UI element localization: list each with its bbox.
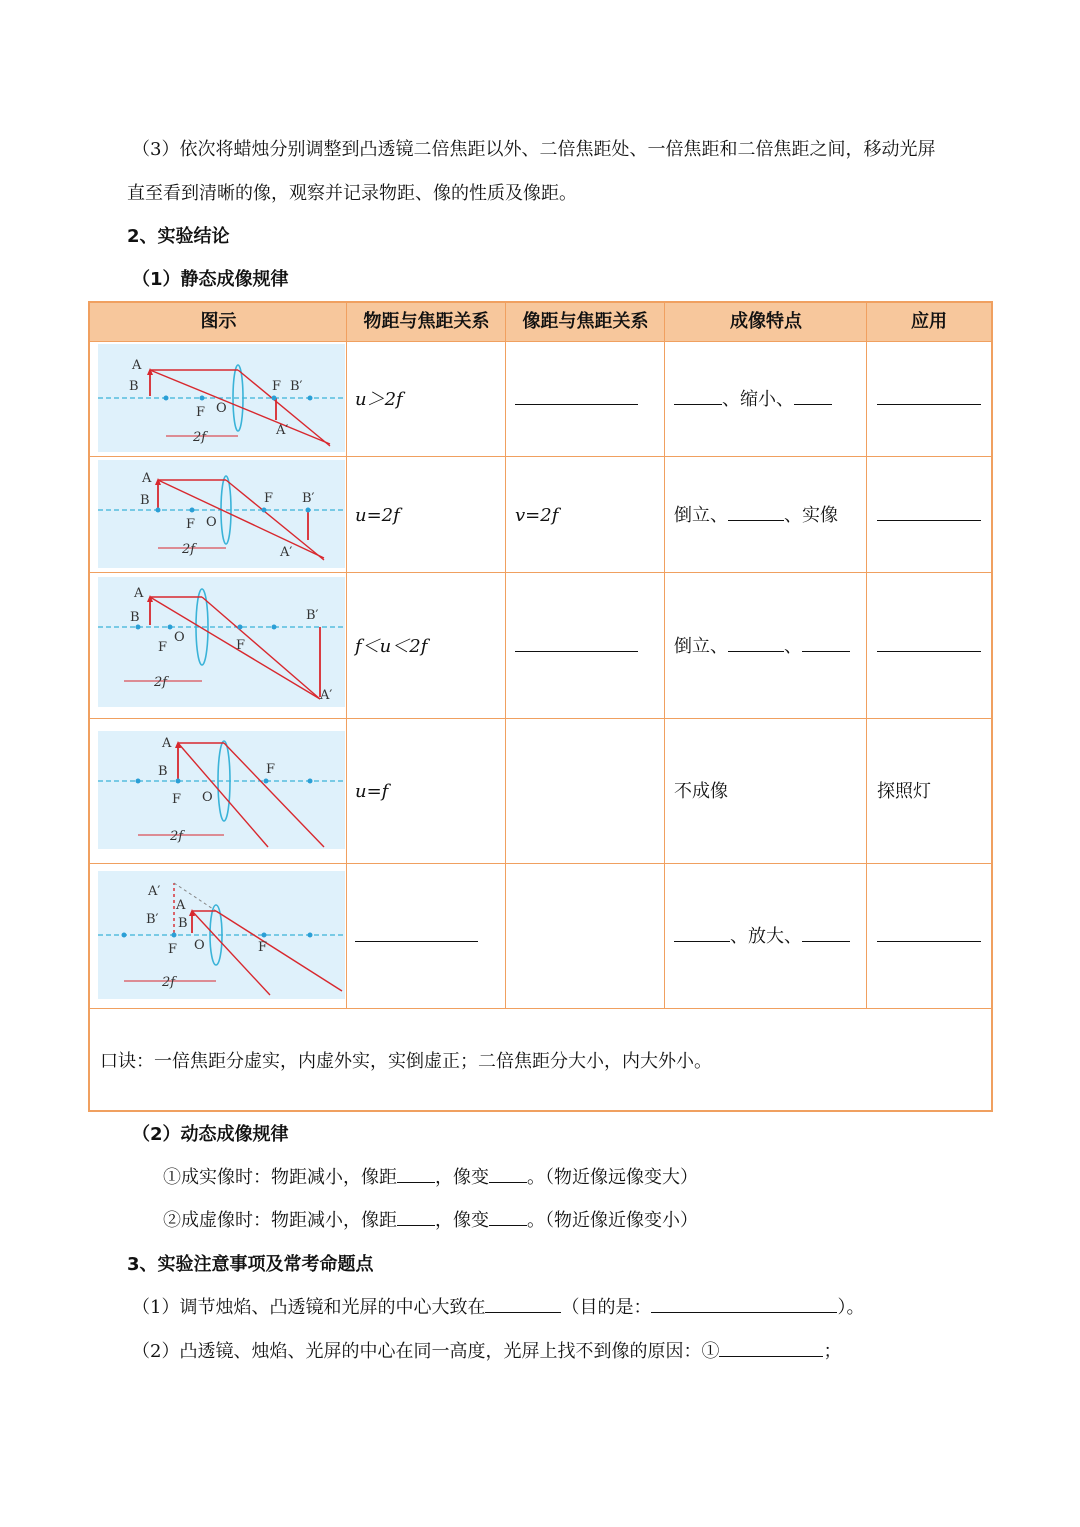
real-prefix: ①成实像时：物距减小，像距 — [163, 1167, 397, 1188]
row5-feature-text: 、放大、 — [730, 926, 802, 947]
row1-application[interactable] — [877, 388, 981, 412]
header-image-distance: 像距与焦距关系 — [522, 311, 649, 332]
ray-diagram-beyond-2f — [98, 344, 345, 452]
row-divider — [90, 572, 991, 573]
row3-object-distance: f＜u＜2f — [355, 636, 428, 657]
label-O: O — [174, 630, 185, 645]
label-A-prime: A′ — [320, 688, 333, 703]
row5-object-distance[interactable] — [355, 925, 478, 949]
column-divider — [664, 303, 665, 1008]
row-divider — [90, 1008, 991, 1009]
row3-feature-prefix: 倒立、 — [674, 636, 728, 657]
ray-diagram-within-f — [98, 871, 345, 999]
label-O: O — [206, 515, 217, 530]
label-2f: 2f — [170, 829, 184, 844]
column-divider — [866, 303, 867, 1008]
row4-application: 探照灯 — [877, 781, 931, 802]
virtual-prefix: ②成虚像时：物距减小，像距 — [163, 1210, 397, 1231]
item1-prefix: （1）调节烛焰、凸透镜和光屏的中心大致在 — [132, 1297, 486, 1318]
virtual-blank-1[interactable] — [397, 1209, 435, 1226]
static-imaging-heading: （1）静态成像规律 — [132, 269, 289, 290]
label-2f: 2f — [154, 675, 168, 690]
ray-diagram-between-f-2f — [98, 577, 345, 707]
row3-image-features[interactable] — [674, 635, 850, 659]
label-B: B — [178, 916, 188, 931]
row5-image-features[interactable] — [674, 925, 850, 949]
note-item-2 — [132, 1340, 841, 1364]
virtual-suffix: 。（物近像近像变小） — [527, 1210, 698, 1231]
table-header-row — [90, 303, 991, 341]
label-A: A — [134, 586, 144, 601]
label-F: F — [172, 792, 182, 807]
label-F: F — [266, 762, 276, 777]
column-divider — [505, 303, 506, 1008]
label-A: A — [176, 898, 186, 913]
row1-image-features[interactable] — [674, 388, 832, 412]
row2-object-distance: u=2f — [355, 505, 400, 526]
item1-mid: （目的是： — [561, 1297, 652, 1318]
label-F: F — [158, 640, 168, 655]
label-O: O — [216, 401, 227, 416]
label-F: F — [236, 638, 246, 653]
label-B-prime: B′ — [290, 379, 303, 394]
row2-image-distance: v=2f — [515, 505, 559, 526]
row3-image-distance[interactable] — [515, 635, 638, 659]
real-blank-1[interactable] — [397, 1166, 435, 1183]
column-divider — [346, 303, 347, 1008]
label-F: F — [258, 940, 268, 955]
label-2f: 2f — [162, 975, 176, 990]
mnemonic: 口诀：一倍焦距分虚实，内虚外实，实倒虚正；二倍焦距分大小，内大外小。 — [100, 1051, 712, 1072]
row1-image-distance[interactable] — [515, 388, 638, 412]
item2-blank-1[interactable] — [719, 1340, 823, 1357]
header-diagram: 图示 — [200, 311, 237, 332]
label-B-prime: B′ — [306, 608, 319, 623]
dynamic-real-image — [163, 1166, 698, 1190]
ray-diagram-at-f — [98, 731, 345, 849]
virtual-mid: ，像变 — [435, 1210, 489, 1231]
item1-suffix: ）。 — [837, 1297, 865, 1318]
label-F: F — [186, 517, 196, 532]
lens-imaging-table — [88, 301, 993, 1112]
label-A: A — [142, 471, 152, 486]
real-mid: ，像变 — [435, 1167, 489, 1188]
label-B: B — [158, 764, 168, 779]
label-F: F — [264, 491, 274, 506]
virtual-blank-2[interactable] — [489, 1209, 527, 1226]
label-2f: 2f — [193, 430, 207, 445]
label-F: F — [272, 379, 282, 394]
row-divider — [90, 863, 991, 864]
label-A-prime: A′ — [148, 884, 161, 899]
dynamic-virtual-image — [163, 1209, 698, 1233]
row1-object-distance: u＞2f — [355, 389, 403, 410]
label-A-prime: A′ — [280, 545, 293, 560]
ray-diagram-at-2f — [98, 460, 345, 568]
row1-feature-text: 、缩小、 — [722, 389, 794, 410]
header-object-distance: 物距与焦距关系 — [363, 311, 490, 332]
label-B: B — [130, 610, 140, 625]
label-A-prime: A′ — [276, 423, 289, 438]
row2-application[interactable] — [877, 504, 981, 528]
row3-application[interactable] — [877, 635, 981, 659]
real-blank-2[interactable] — [489, 1166, 527, 1183]
label-2f: 2f — [182, 542, 196, 557]
intro-line-2: 直至看到清晰的像，观察并记录物距、像的性质及像距。 — [127, 183, 577, 204]
header-application: 应用 — [911, 311, 947, 332]
label-B-prime: B′ — [146, 912, 159, 927]
label-B-prime: B′ — [302, 491, 315, 506]
label-F: F — [168, 942, 178, 957]
row3-feature-sep: 、 — [784, 636, 802, 657]
item2-prefix: （2）凸透镜、烛焰、光屏的中心在同一高度，光屏上找不到像的原因：① — [132, 1341, 720, 1362]
row4-image-features: 不成像 — [674, 781, 728, 802]
row4-object-distance: u=f — [355, 781, 389, 802]
label-A: A — [162, 736, 172, 751]
label-A: A — [132, 358, 142, 373]
label-B: B — [140, 493, 150, 508]
item1-blank-1[interactable] — [485, 1296, 561, 1313]
label-F: F — [196, 405, 206, 420]
section-2-heading: 2、实验结论 — [127, 226, 230, 247]
header-image-features: 成像特点 — [730, 311, 802, 332]
dynamic-imaging-heading: （2）动态成像规律 — [132, 1124, 289, 1145]
row-divider — [90, 718, 991, 719]
label-O: O — [194, 938, 205, 953]
row2-image-features[interactable] — [674, 504, 838, 528]
row-divider — [90, 456, 991, 457]
row2-feature-suffix: 、实像 — [784, 505, 838, 526]
intro-line-1: （3）依次将蜡烛分别调整到凸透镜二倍焦距以外、二倍焦距处、一倍焦距和二倍焦距之间，移动光屏 — [132, 139, 936, 160]
row5-application[interactable] — [877, 925, 981, 949]
note-item-1 — [132, 1296, 864, 1320]
item1-blank-2[interactable] — [651, 1296, 837, 1313]
row-divider — [90, 341, 991, 342]
row2-feature-prefix: 倒立、 — [674, 505, 728, 526]
section-3-heading: 3、实验注意事项及常考命题点 — [127, 1254, 374, 1275]
real-suffix: 。（物近像远像变大） — [527, 1167, 698, 1188]
label-O: O — [202, 790, 213, 805]
label-B: B — [129, 379, 139, 394]
item2-suffix: ； — [823, 1341, 842, 1362]
